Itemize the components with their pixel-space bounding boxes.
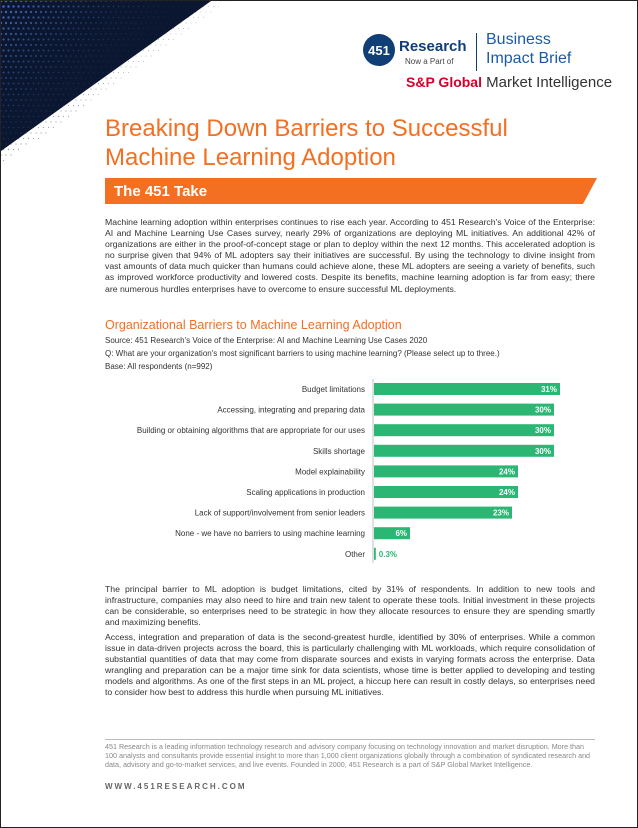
- brief-type-line1: Business: [486, 31, 551, 48]
- barriers-bar-chart: [105, 379, 595, 565]
- intro-paragraph: Machine learning adoption within enterprises continues to rise each year. According to 451 Research's Voice of the Enterprise: AI and Machine Learning Use Cases survey, nearly 29% of organizations are deploying ML initiatives. An additional 42% of organizations are either in the proof-of-concept stage or plan to deploy within the next 12 months. This accelerated adoption is no surprise given that 94% of ML adopters say their initiatives are successful. By using the technology to divine insight from vast amounts of data much quicker than humans could achieve alone, these ML adopters are seeing a variety of benefits, such as improved workforce productivity and lowered costs. Despite its benefits, machine learning adoption is far from easy; there are numerous hurdles enterprises have to overcome to ensure successful ML deployments.: [105, 217, 595, 294]
- footer-about: 451 Research is a leading information technology research and advisory company focusing on technology innovation and market disruption. More than 100 analysts and consultants provide essential insight to more than 1,000 client organizations globally through a combination of syndicated research and data, advisory and go-to-market services, and live events. Founded in 2000, 451 Research is a part of S&P Global Market Intelligence.: [105, 742, 591, 770]
- bar: [374, 404, 554, 416]
- chart-heading: Organizational Barriers to Machine Learning Adoption: [105, 318, 402, 332]
- bar-value-label: 23%: [492, 508, 509, 518]
- bar-value-label: 24%: [498, 467, 515, 477]
- category-label: Building or obtaining algorithms that are appropriate for our uses: [136, 426, 365, 436]
- spg-logo: [406, 74, 612, 91]
- category-label: Skills shortage: [312, 446, 365, 456]
- footer-divider: [105, 739, 595, 740]
- banner-title: The 451 Take: [114, 183, 208, 200]
- bar-value-label: 30%: [534, 405, 551, 415]
- spg-rest: Market Intelligence: [481, 74, 613, 91]
- chart-question: Q: What are your organization's most significant barriers to using machine learning? (Please select up to three.): [105, 349, 500, 358]
- bar-value-label: 31%: [540, 385, 557, 394]
- logo-name-text: Research: [399, 38, 467, 55]
- logo-divider: [476, 33, 477, 71]
- bar: [374, 465, 518, 477]
- chart-source: Source: 451 Research's Voice of the Enterprise: AI and Machine Learning Use Cases 2020: [105, 336, 428, 345]
- logo-subtitle: Now a Part of: [405, 57, 454, 66]
- brief-type-line2: Impact Brief: [486, 50, 572, 67]
- spg-brand: S&P Global: [406, 74, 482, 90]
- chart-base: Base: All respondents (n=992): [105, 362, 213, 371]
- bar-value-label: 0.3%: [378, 549, 398, 559]
- category-label: None - we have no barriers to using machine learning: [175, 529, 365, 539]
- page-title: Breaking Down Barriers to Successful Machine Learning Adoption: [105, 115, 508, 171]
- footer-url-link[interactable]: WWW.451RESEARCH.COM: [105, 782, 247, 791]
- logo-name: [399, 38, 467, 55]
- bar: [374, 507, 512, 519]
- access-paragraph: Access, integration and preparation of data is the second-greatest hurdle, identified by 30% of enterprises. While a common issue in data-driven projects across the board, this is particularly challenging with ML workloads, which require consolidation of substantial quantities of data that may come from disparate sources and exists in varying formats across the enterprise. Data wrangling and preparation can be a major time sink for data scientists, whose time is better applied to developing and testing models and algorithms. As one of the first steps in an ML project, a hiccup here can result in costly delays, so enterprises need to consider how best to address this hurdle when pursuing ML initiatives.: [105, 632, 595, 698]
- bar-value-label: 6%: [395, 529, 407, 539]
- category-label: Model explainability: [295, 467, 365, 477]
- bar-value-label: 24%: [498, 488, 515, 497]
- bar-value-label: 30%: [534, 446, 551, 456]
- category-label: Other: [344, 549, 365, 559]
- bar: [374, 383, 560, 395]
- category-label: Lack of support/involvement from senior leaders: [194, 508, 365, 518]
- category-label: Scaling applications in production: [246, 488, 365, 497]
- bar: [374, 445, 554, 457]
- category-label: Budget limitations: [301, 385, 365, 394]
- bar-value-label: 30%: [534, 426, 551, 436]
- 451-logo-badge: 451: [363, 34, 395, 66]
- bar: [374, 486, 518, 498]
- bar: [374, 548, 376, 560]
- budget-paragraph: The principal barrier to ML adoption is budget limitations, cited by 31% of respondents. In addition to new tools and infrastructure, companies may also need to hire and train new talent to operate these tools. Initial investment in these projects can be considerable, so enterprises need to be strategic in how they allocate resources to ensure they are spending smartly and maximizing benefits.: [105, 584, 595, 628]
- brief-type: [486, 30, 571, 68]
- bar: [374, 424, 554, 436]
- category-label: Accessing, integrating and preparing data: [217, 405, 365, 415]
